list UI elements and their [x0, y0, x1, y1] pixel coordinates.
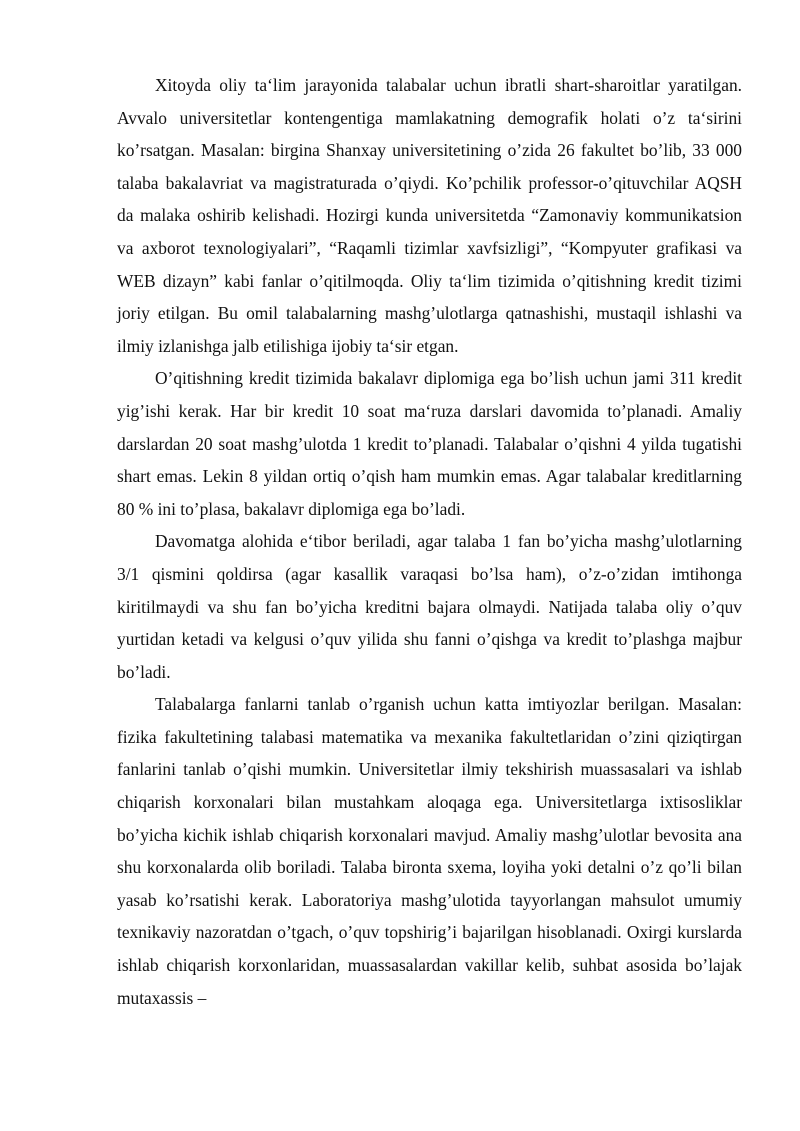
- paragraph-2: O’qitishning kredit tizimida bakalavr diplomiga ega bo’lish uchun jami 311 kredit yig’ishi kerak. Har bir kredit 10 soat ma‘ruza darslari davomida to’planadi. Amaliy darslardan 20 soat mashg’ulotda 1 kredit to’planadi. Talabalar o’qishni 4 yilda tugatishi shart emas. Lekin 8 yildan ortiq o’qish ham mumkin emas. Agar talabalar kreditlarning 80 % ini to’plasa, bakalavr diplomiga ega bo’ladi.: [117, 368, 742, 519]
- paragraph-1: Xitoyda oliy ta‘lim jarayonida talabalar uchun ibratli shart-sharoitlar yaratilgan. Avvalo universitetlar kontengentiga mamlakatning demografik holati o’z ta‘sirini ko’rsatgan. Masalan: birgina Shanxay universitetining o’zida 26 fakultet bo’lib, 33 000 talaba bakalavriat va magistraturada o’qiydi. Ko’pchilik professor-o’qituvchilar AQSH da malaka oshirib kelishadi. Hozirgi kunda universitetda “Zamonaviy kommunikatsion va axborot texnologiyalari”, “Raqamli tizimlar xavfsizligi”, “Kompyuter grafikasi va WEB dizayn” kabi fanlar o’qitilmoqda. Oliy ta‘lim tizimida o’qitishning kredit tizimi joriy etilgan. Bu omil talabalarning mashg’ulotlarga qatnashishi, mustaqil ishlashi va ilmiy izlanishga jalb etilishiga ijobiy ta‘sir etgan.: [117, 75, 742, 356]
- document-page: [117, 69, 742, 1014]
- paragraph-3: Davomatga alohida e‘tibor beriladi, agar talaba 1 fan bo’yicha mashg’ulotlarning 3/1 qismini qoldirsa (agar kasallik varaqasi bo’lsa ham), o’z-o’zidan imtihonga kiritilmaydi va shu fan bo’yicha kreditni bajara olmaydi. Natijada talaba oliy o’quv yurtidan ketadi va kelgusi o’quv yilida shu fanni o’qishga va kredit to’plashga majbur bo’ladi.: [117, 531, 742, 682]
- paragraph-4: Talabalarga fanlarni tanlab o’rganish uchun katta imtiyozlar berilgan. Masalan: fizika fakultetining talabasi matematika va mexanika fakultetlaridan o’zini qiziqtirgan fanlarini tanlab o’qishi mumkin. Universitetlar ilmiy tekshirish muassasalari va ishlab chiqarish korxonalari bilan mustahkam aloqaga ega. Universitetlarga ixtisosliklar bo’yicha kichik ishlab chiqarish korxonalari mavjud. Amaliy mashg’ulotlar bevosita ana shu korxonalarda olib boriladi. Talaba bironta sxema, loyiha yoki detalni o’z qo’li bilan yasab ko’rsatishi kerak. Laboratoriya mashg’ulotida tayyorlangan mahsulot umumiy texnikaviy nazoratdan o’tgach, o’quv topshirig’i bajarilgan hisoblanadi. Oxirgi kurslarda ishlab chiqarish korxonlaridan, muassasalardan vakillar kelib, suhbat asosida bo’lajak mutaxassis –: [117, 694, 742, 1008]
